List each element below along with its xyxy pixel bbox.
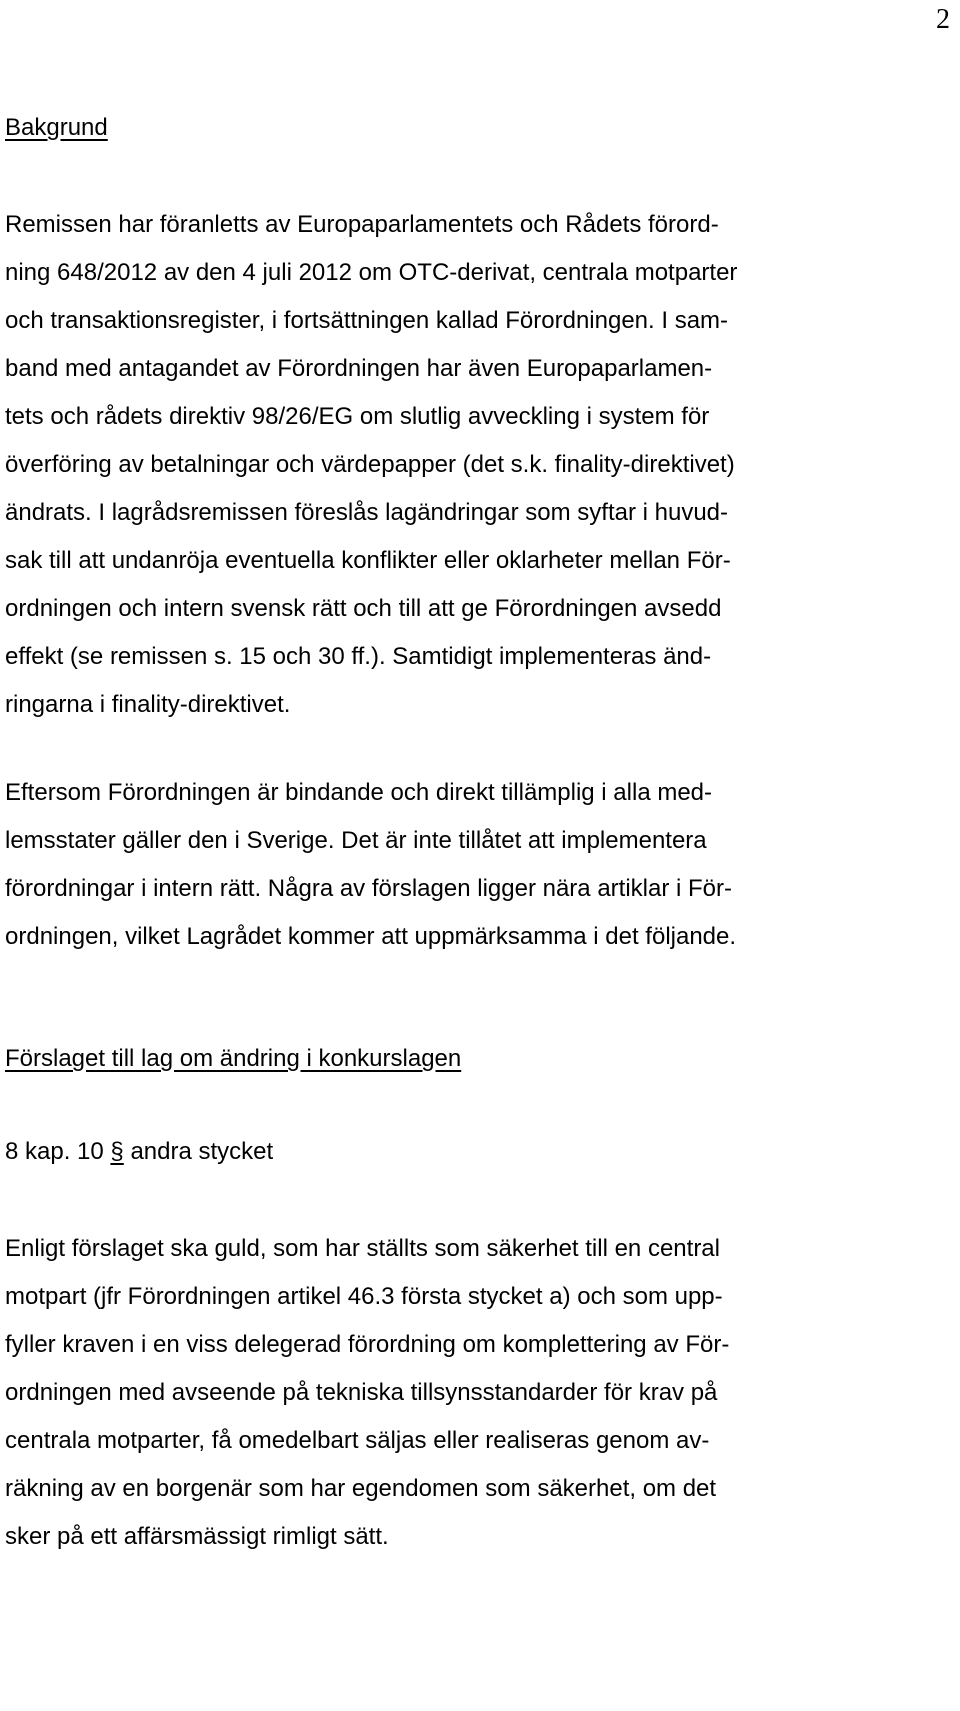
paragraph-line: ordningen, vilket Lagrådet kommer att uppmärksamma i det följande. — [5, 923, 737, 950]
background-paragraph — [5, 201, 955, 729]
paragraph-line: ning 648/2012 av den 4 juli 2012 om OTC-derivat, centrala motparter — [5, 259, 738, 286]
page-number: 2 — [936, 4, 950, 35]
section-heading: Förslaget till lag om ändring i konkurslagen — [5, 1045, 462, 1072]
proposal-paragraph — [5, 1225, 955, 1561]
paragraph-line: Eftersom Förordningen är bindande och direkt tillämplig i alla med- — [5, 779, 713, 806]
paragraph-line: ordningen och intern svensk rätt och till att ge Förordningen avsedd — [5, 595, 722, 622]
paragraph-line: tets och rådets direktiv 98/26/EG om slutlig avveckling i system för — [5, 403, 710, 430]
paragraph-line: fyller kraven i en viss delegerad förordning om komplettering av För- — [5, 1331, 730, 1358]
paragraph-line: överföring av betalningar och värdepapper (det s.k. finality-direktivet) — [5, 451, 735, 478]
paragraph-line: Enligt förslaget ska guld, som har ställts som säkerhet till en central — [5, 1235, 720, 1262]
subheading-suffix: andra stycket — [123, 1138, 274, 1165]
paragraph-line: motpart (jfr Förordningen artikel 46.3 första stycket a) och som upp- — [5, 1283, 723, 1310]
paragraph-line: lemsstater gäller den i Sverige. Det är inte tillåtet att implementera — [5, 827, 707, 854]
section-symbol: § — [110, 1138, 124, 1165]
background-heading: Bakgrund — [5, 114, 108, 141]
paragraph-line: och transaktionsregister, i fortsättningen kallad Förordningen. I sam- — [5, 307, 729, 334]
paragraph-line: räkning av en borgenär som har egendomen som säkerhet, om det — [5, 1475, 717, 1502]
paragraph-line: sak till att undanröja eventuella konflikter eller oklarheter mellan För- — [5, 547, 731, 574]
subheading — [5, 1136, 273, 1168]
paragraph-line: band med antagandet av Förordningen har även Europaparlamen- — [5, 355, 713, 382]
paragraph-line: centrala motparter, få omedelbart säljas eller realiseras genom av- — [5, 1427, 710, 1454]
regulation-paragraph — [5, 769, 955, 961]
paragraph-line: Remissen har föranletts av Europaparlamentets och Rådets förord- — [5, 211, 719, 238]
paragraph-line: förordningar i intern rätt. Några av förslagen ligger nära artiklar i För- — [5, 875, 732, 902]
paragraph-line: ändrats. I lagrådsremissen föreslås lagändringar som syftar i huvud- — [5, 499, 728, 526]
paragraph-line: effekt (se remissen s. 15 och 30 ff.). Samtidigt implementeras änd- — [5, 643, 712, 670]
subheading-prefix: 8 kap. 10 — [5, 1138, 111, 1165]
paragraph-line: sker på ett affärsmässigt rimligt sätt. — [5, 1523, 389, 1550]
paragraph-line: ringarna i finality-direktivet. — [5, 691, 291, 718]
paragraph-line: ordningen med avseende på tekniska tillsynsstandarder för krav på — [5, 1379, 718, 1406]
